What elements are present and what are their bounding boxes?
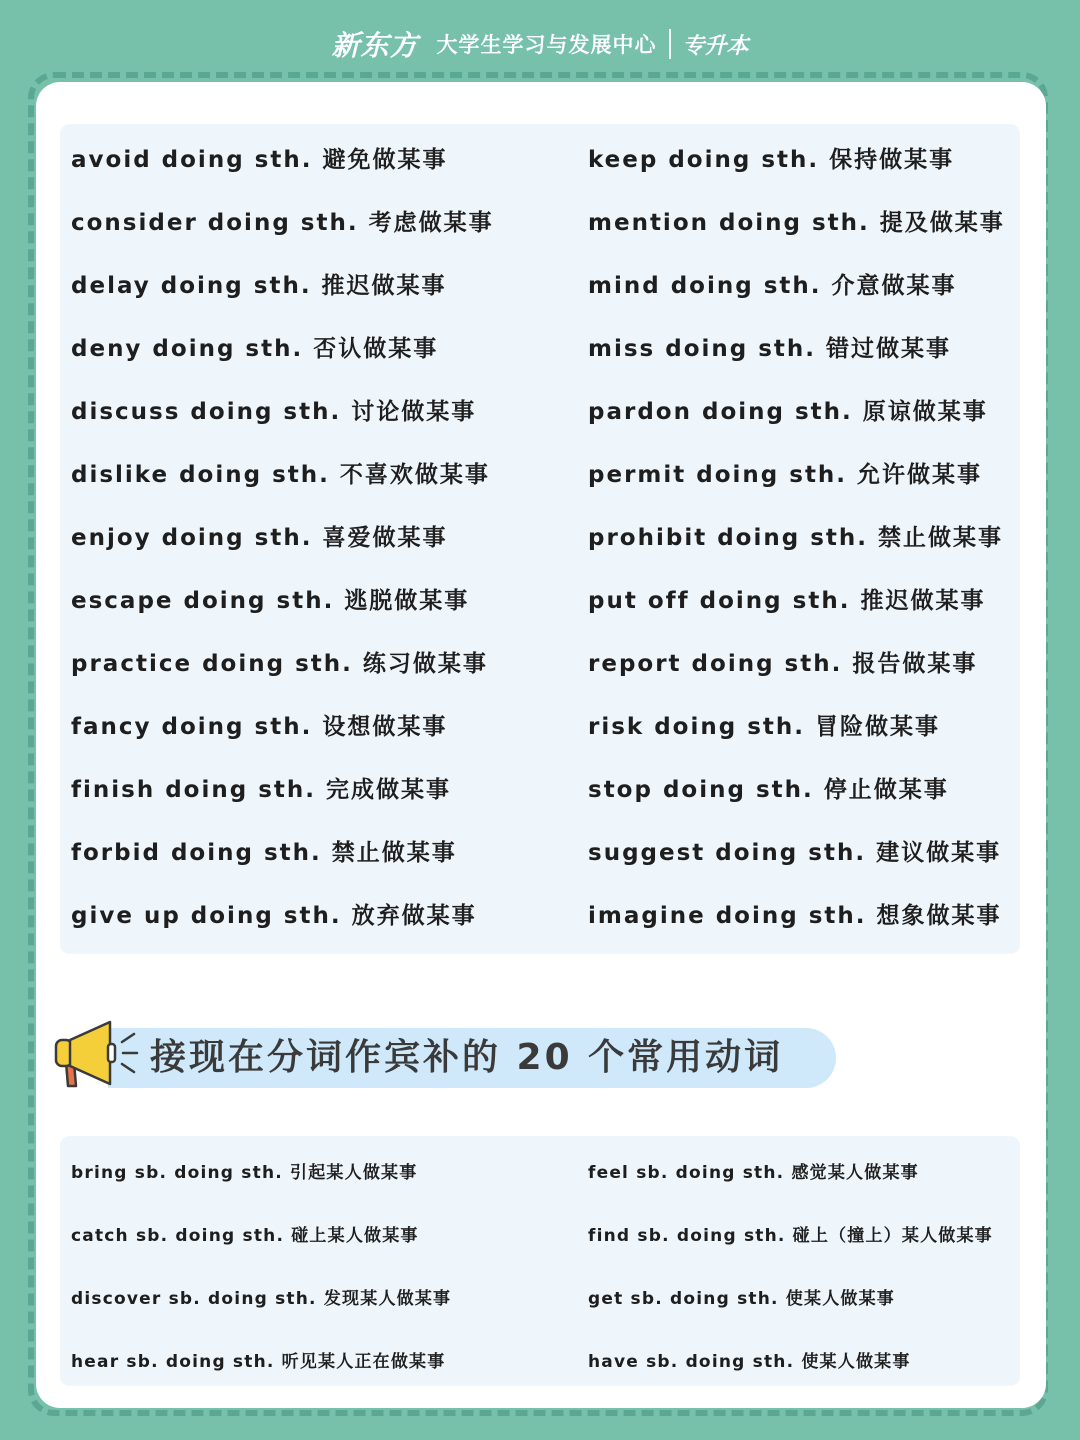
list-item: risk doing sth. 冒险做某事 xyxy=(588,714,941,740)
center-name: 大学生学习与发展中心 xyxy=(436,33,657,57)
list-item: pardon doing sth. 原谅做某事 xyxy=(588,399,988,425)
list-item: escape doing sth. 逃脱做某事 xyxy=(71,588,470,614)
list-item: discuss doing sth. 讨论做某事 xyxy=(71,399,477,425)
brand-logo: 新东方 xyxy=(331,29,419,62)
list-item: find sb. doing sth. 碰上（撞上）某人做某事 xyxy=(588,1226,993,1246)
list-item: stop doing sth. 停止做某事 xyxy=(588,777,949,803)
list-item: catch sb. doing sth. 碰上某人做某事 xyxy=(71,1226,419,1246)
list-item: feel sb. doing sth. 感觉某人做某事 xyxy=(588,1163,919,1183)
list-item: enjoy doing sth. 喜爱做某事 xyxy=(71,525,448,551)
list-item: mind doing sth. 介意做某事 xyxy=(588,273,957,299)
list-item: permit doing sth. 允许做某事 xyxy=(588,462,983,488)
list-item: keep doing sth. 保持做某事 xyxy=(588,147,955,173)
list-item: put off doing sth. 推迟做某事 xyxy=(588,588,986,614)
list-item: avoid doing sth. 避免做某事 xyxy=(71,147,448,173)
list-item: report doing sth. 报告做某事 xyxy=(588,651,978,677)
list-item: finish doing sth. 完成做某事 xyxy=(71,777,452,803)
list-item: suggest doing sth. 建议做某事 xyxy=(588,840,1002,866)
list-item: discover sb. doing sth. 发现某人做某事 xyxy=(71,1289,452,1309)
list-item: imagine doing sth. 想象做某事 xyxy=(588,903,1002,929)
section-title: 接现在分词作宾补的 20 个常用动词 xyxy=(150,1037,784,1078)
list-item: get sb. doing sth. 使某人做某事 xyxy=(588,1289,895,1309)
list-item: prohibit doing sth. 禁止做某事 xyxy=(588,525,1004,551)
gerund-verbs-panel xyxy=(60,124,1020,954)
list-item: bring sb. doing sth. 引起某人做某事 xyxy=(71,1163,418,1183)
list-item: practice doing sth. 练习做某事 xyxy=(71,651,488,677)
list-item: mention doing sth. 提及做某事 xyxy=(588,210,1005,236)
list-item: forbid doing sth. 禁止做某事 xyxy=(71,840,457,866)
program-name: 专升本 xyxy=(682,33,749,59)
header-divider xyxy=(669,29,671,59)
megaphone-icon xyxy=(52,1016,142,1094)
list-item: fancy doing sth. 设想做某事 xyxy=(71,714,448,740)
list-item: hear sb. doing sth. 听见某人正在做某事 xyxy=(71,1352,446,1372)
list-item: miss doing sth. 错过做某事 xyxy=(588,336,952,362)
list-item: consider doing sth. 考虑做某事 xyxy=(71,210,494,236)
list-item: give up doing sth. 放弃做某事 xyxy=(71,903,477,929)
list-item: dislike doing sth. 不喜欢做某事 xyxy=(71,462,490,488)
list-item: have sb. doing sth. 使某人做某事 xyxy=(588,1352,911,1372)
list-item: deny doing sth. 否认做某事 xyxy=(71,336,439,362)
list-item: delay doing sth. 推迟做某事 xyxy=(71,273,447,299)
participle-verbs-panel xyxy=(60,1136,1020,1386)
page-header xyxy=(0,22,1080,66)
